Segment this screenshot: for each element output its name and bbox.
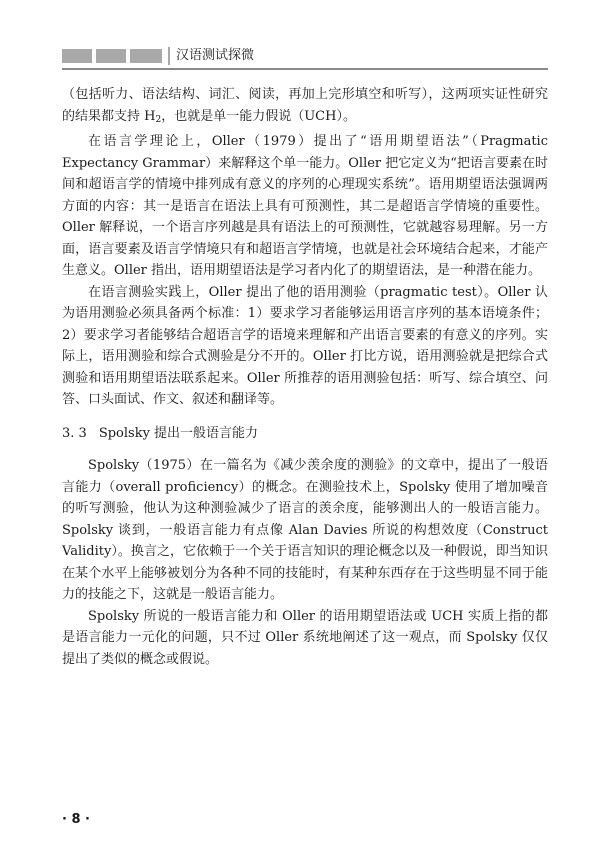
running-header: [62, 46, 548, 66]
section-title: Spolsky 提出一般语言能力: [98, 425, 259, 441]
paragraph-comparison: Spolsky 所说的一般语言能力和 Oller 的语用期望语法或 UCH 实质上指的都是语言能力一元化的问题，只不过 Oller 系统地阐述了这一观点，而 Spolsky 仅仅提出了类似的概念或假说。: [62, 608, 548, 667]
paragraph-pragmatic-test: 在语言测验实践上，Oller 提出了他的语用测验（pragmatic test）。Oller 认为语用测验必须具备两个标准：1）要求学习者能够运用语言序列的基本语境条件；2）要求学习者能够结合超语言学的语境来理解和产出语言要素的有意义的序列。实际上，语用测验和综合式测验是分不开的。Oller 打比方说，语用测验就是把综合式测验和语用期望语法联系起来。Oller 所推荐的语用测验包括：听写、综合填空、问答、口头面试、作文、叙述和翻译等。: [62, 284, 548, 407]
section-heading: [62, 423, 548, 445]
page-body: [62, 84, 548, 670]
paragraph-continuation: [62, 84, 548, 131]
book-title: 汉语测试探微: [176, 48, 255, 63]
paragraph-1-text: （包括听力、语法结构、词汇、阅读，再加上完形填空和听写），这两项实证性研究的结果都支持 H: [62, 87, 548, 124]
header-separator: [168, 47, 170, 65]
paragraph-1-end: ，也就是单一能力假说（UCH）。: [161, 108, 356, 124]
paragraph-pragmatic-grammar: 在语言学理论上，Oller（1979）提出了“语用期望语法”（Pragmatic Expectancy Grammar）来解释这个单一能力。Oller 把它定义为“把语言要素在时间和超语言学的情境中排列成有意义的序列的心理现实系统”。语用期望语法强调两方面的内容：其一是语言在语法上具有可预测性，其二是超语言学情境的重要性。Oller 解释说，一个语言序列越是具有语法上的可预测性，它就越容易理解。另一方面，语言要素及语言学情境只有和超语言学情境，也就是社会环境结合起来，才能产生意义。Oller 指出，语用期望语法是学习者内化了的期望语法，是一种潜在能力。: [62, 134, 548, 278]
page-number: · 8 ·: [62, 812, 90, 827]
section-number: 3. 3: [62, 425, 87, 441]
subscript: 2: [155, 114, 162, 125]
header-rule: [62, 68, 548, 70]
header-decoration-bar: [62, 49, 162, 63]
paragraph-overall-proficiency: Spolsky（1975）在一篇名为《减少羡余度的测验》的文章中，提出了一般语言能力（overall proficiency）的概念。在测验技术上，Spolsky 使用了增加噪音的听写测验，他认为这种测验减少了语言的羡余度，能够测出人的一般语言能力。Spolsky 谈到，一般语言能力有点像 Alan Davies 所说的构想效度（Construct Validity）。换言之，它依赖于一个关于语言知识的理论概念以及一种假说，即当知识在某个水平上能够被划分为各种不同的技能时，有某种东西存在于这些明显不同于能力的技能之下，这就是一般语言能力。: [62, 458, 548, 602]
